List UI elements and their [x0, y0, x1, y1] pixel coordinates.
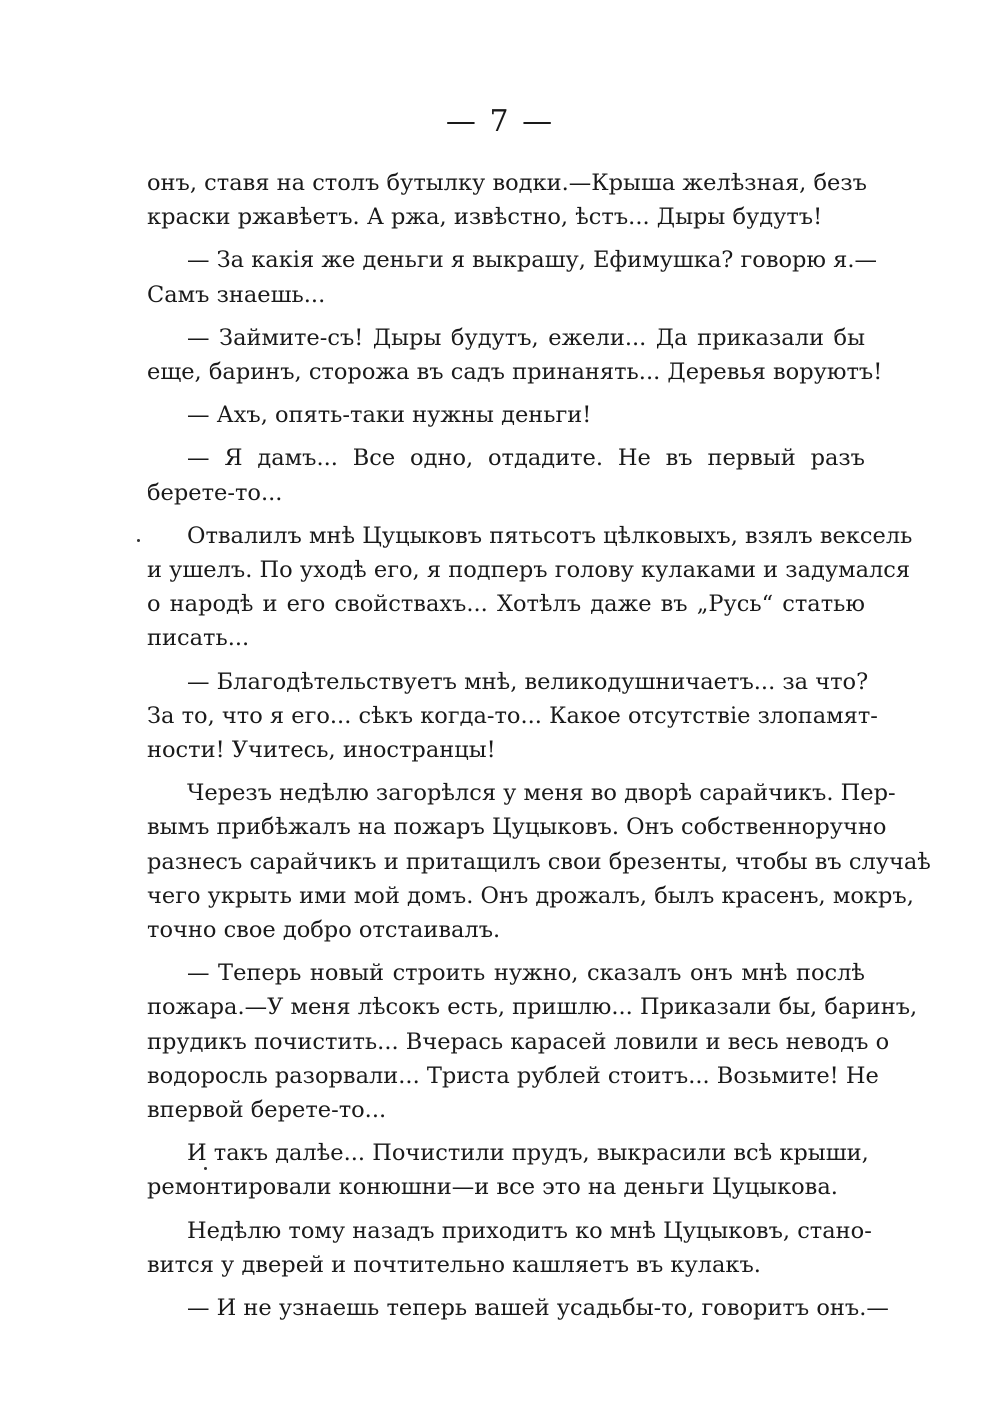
page-number: — 7 — — [445, 104, 555, 139]
text-line: — Ахъ, опять-таки нужны деньги! — [187, 402, 592, 429]
text-line: писать... — [147, 625, 250, 652]
paragraph — [147, 166, 865, 234]
text-line: — Благодѣтельствуетъ мнѣ, великодушничаетъ... за что? — [187, 668, 869, 695]
paragraph — [147, 1214, 872, 1282]
text-line: о народѣ и его свойствахъ... Хотѣлъ даже въ „Русь“ статью — [147, 591, 865, 618]
paragraph — [147, 243, 878, 311]
text-line: пожара.—У меня лѣсокъ есть, пришлю... Приказали бы, баринъ, — [147, 994, 918, 1021]
text-line: ремонтировали конюшни—и все это на деньги Цуцыкова. — [147, 1174, 838, 1201]
text-line: чего укрыть ими мой домъ. Онъ дрожалъ, былъ красенъ, мокръ, — [147, 882, 914, 909]
paragraph — [147, 519, 913, 656]
text-line: еще, баринъ, сторожа въ садъ принанять... Деревья воруютъ! — [147, 359, 883, 386]
text-line: краски ржавѣетъ. А ржа, извѣстно, ѣстъ... Дыры будутъ! — [147, 204, 823, 231]
text-line: — Займите-съ! Дыры будутъ, ежели... Да приказали бы — [187, 324, 865, 351]
text-line: онъ, ставя на столъ бутылку водки.—Крыша желѣзная, безъ — [147, 170, 867, 196]
text-line: — И не узнаешь теперь вашей усадьбы-то, говоритъ онъ.— — [187, 1295, 889, 1322]
paragraph — [147, 956, 918, 1127]
text-line: Самъ знаешь... — [147, 281, 326, 308]
paragraph — [147, 441, 865, 509]
print-speck — [137, 539, 140, 542]
text-line: и ушелъ. По уходѣ его, я подперъ голову кулаками и задумался — [147, 557, 911, 584]
text-line: берете-то... — [147, 479, 283, 506]
text-line: И такъ далѣе... Почистили прудъ, выкрасили всѣ крыши, — [187, 1140, 869, 1167]
text-line: ности! Учитесь, иностранцы! — [147, 737, 496, 764]
text-line: точно свое добро отстаивалъ. — [147, 917, 501, 944]
text-line: Отвалилъ мнѣ Цуцыковъ пятьсотъ цѣлковыхъ, взялъ вексель — [187, 522, 913, 549]
text-line: — За какія же деньги я выкрашу, Ефимушка? говорю я.— — [187, 247, 878, 274]
paragraph — [147, 321, 883, 389]
paragraph — [147, 1291, 889, 1325]
text-line: За то, что я его... сѣкъ когда-то... Какое отсутствіе злопамят- — [147, 702, 878, 729]
text-line: прудикъ почистить... Вчерась карасей ловили и весь неводъ о — [147, 1028, 890, 1055]
paragraph — [147, 776, 931, 947]
text-line: водоросль разорвали... Триста рублей стоитъ... Возьмите! Не — [147, 1062, 879, 1089]
print-speck — [204, 1167, 207, 1170]
text-line: вымъ прибѣжалъ на пожаръ Цуцыковъ. Онъ собственноручно — [147, 814, 887, 841]
text-line: Недѣлю тому назадъ приходитъ ко мнѣ Цуцыковъ, стано- — [187, 1217, 872, 1244]
paragraph — [147, 665, 878, 768]
text-line: впервой берете-то... — [147, 1097, 387, 1124]
text-line: разнесъ сарайчикъ и притащилъ свои брезенты, чтобы въ случаѣ — [147, 848, 931, 875]
body-text — [147, 166, 931, 1334]
paragraph — [147, 398, 865, 432]
text-line: — Я дамъ... Все одно, отдадите. Не въ первый разъ — [187, 445, 865, 472]
paragraph — [147, 1136, 869, 1204]
text-line: вится у дверей и почтительно кашляетъ въ кулакъ. — [147, 1251, 761, 1278]
text-line: Черезъ недѣлю загорѣлся у меня во дворѣ сарайчикъ. Пер- — [187, 780, 896, 807]
text-line: — Теперь новый строить нужно, сказалъ онъ мнѣ послѣ — [187, 960, 865, 987]
